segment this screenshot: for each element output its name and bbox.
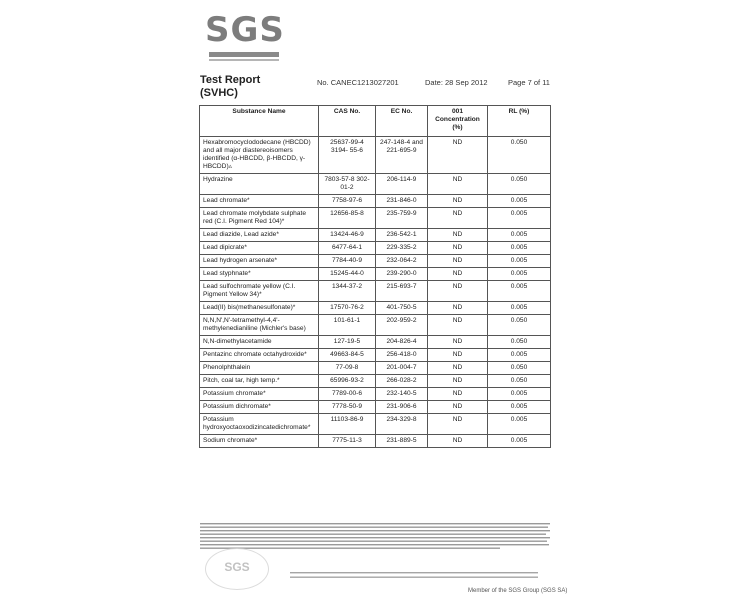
cas-number-cell: 7778-50-9 (319, 401, 376, 414)
concentration-cell: ND (428, 255, 488, 268)
substance-name-cell: Lead dipicrate* (200, 242, 319, 255)
concentration-cell: ND (428, 414, 488, 435)
table-body (200, 137, 551, 448)
cas-number-cell: 12656-85-8 (319, 208, 376, 229)
reporting-limit-cell: 0.005 (488, 242, 551, 255)
reporting-limit-cell: 0.005 (488, 281, 551, 302)
col-header-rl: RL (%) (488, 106, 551, 137)
ec-number-cell: 234-329-8 (376, 414, 428, 435)
table-row (200, 388, 551, 401)
reporting-limit-cell: 0.050 (488, 174, 551, 195)
ec-number-cell: 239-290-0 (376, 268, 428, 281)
table-row (200, 401, 551, 414)
table-row (200, 315, 551, 336)
table-row (200, 195, 551, 208)
concentration-cell: ND (428, 281, 488, 302)
substance-name-cell: Lead chromate* (200, 195, 319, 208)
col-header-cas: CAS No. (319, 106, 376, 137)
reporting-limit-cell: 0.005 (488, 302, 551, 315)
sgs-logo-text: SGS (205, 10, 285, 50)
report-title-line2: (SVHC) (200, 87, 238, 99)
concentration-cell: ND (428, 229, 488, 242)
office-address (290, 571, 540, 587)
cas-number-cell: 7803-57-8 302-01-2 (319, 174, 376, 195)
ec-number-cell: 256-418-0 (376, 349, 428, 362)
substance-name-cell: Lead diazide, Lead azide* (200, 229, 319, 242)
report-title-line1: Test Report (200, 74, 261, 86)
ec-number-cell: 247-148-4 and 221-695-9 (376, 137, 428, 174)
table-row (200, 268, 551, 281)
cas-number-cell: 6477-64-1 (319, 242, 376, 255)
ec-number-cell: 231-846-0 (376, 195, 428, 208)
cas-number-cell: 7789-00-6 (319, 388, 376, 401)
substance-name-cell: Potassium dichromate* (200, 401, 319, 414)
ec-number-cell: 232-140-5 (376, 388, 428, 401)
substance-name-cell: Phenolphthalein (200, 362, 319, 375)
cas-number-cell: 11103-86-9 (319, 414, 376, 435)
cas-number-cell: 101-61-1 (319, 315, 376, 336)
cas-number-cell: 13424-46-9 (319, 229, 376, 242)
address-lines (290, 571, 540, 585)
sgs-logo (205, 12, 283, 62)
ec-number-cell: 204-826-4 (376, 336, 428, 349)
substance-name-cell: Sodium chromate* (200, 435, 319, 448)
reporting-limit-cell: 0.005 (488, 208, 551, 229)
col-header-substance: Substance Name (200, 106, 319, 137)
concentration-cell: ND (428, 195, 488, 208)
ec-number-cell: 266-028-2 (376, 375, 428, 388)
substance-name-cell: Lead chromate molybdate sulphate red (C.I. Pigment Red 104)* (200, 208, 319, 229)
substance-name-cell: Hexabromocyclododecane (HBCDD) and all major diastereoisomers identified (α-HBCDD, β-HBCDD, γ-HBCDD)▵ (200, 137, 319, 174)
report-title (200, 74, 260, 100)
table-row (200, 414, 551, 435)
cas-number-cell: 127-19-5 (319, 336, 376, 349)
concentration-cell: ND (428, 174, 488, 195)
reporting-limit-cell: 0.050 (488, 336, 551, 349)
table-row (200, 242, 551, 255)
svhc-table (199, 105, 551, 448)
reporting-limit-cell: 0.050 (488, 137, 551, 174)
table-row (200, 375, 551, 388)
reporting-limit-cell: 0.005 (488, 388, 551, 401)
concentration-cell: ND (428, 336, 488, 349)
cas-number-cell: 7784-40-9 (319, 255, 376, 268)
table-row (200, 208, 551, 229)
table-row (200, 174, 551, 195)
concentration-cell: ND (428, 401, 488, 414)
reporting-limit-cell: 0.005 (488, 349, 551, 362)
table-row (200, 137, 551, 174)
table-row (200, 255, 551, 268)
ec-number-cell: 215-693-7 (376, 281, 428, 302)
col-header-ec: EC No. (376, 106, 428, 137)
cas-number-cell: 15245-44-0 (319, 268, 376, 281)
cas-number-cell: 25637-99-4 3194- 55-6 (319, 137, 376, 174)
sgs-stamp (205, 548, 269, 590)
page-number: Page 7 of 11 (508, 78, 550, 87)
ec-number-cell: 236-542-1 (376, 229, 428, 242)
table-row (200, 435, 551, 448)
concentration-cell: ND (428, 302, 488, 315)
substance-name-cell: Lead styphnate* (200, 268, 319, 281)
ec-number-cell: 232-064-2 (376, 255, 428, 268)
table-row (200, 281, 551, 302)
concentration-cell: ND (428, 242, 488, 255)
ec-number-cell: 401-750-5 (376, 302, 428, 315)
reporting-limit-cell: 0.005 (488, 195, 551, 208)
reporting-limit-cell: 0.005 (488, 268, 551, 281)
substance-name-cell: N,N,N',N'-tetramethyl-4,4'-methylenedianiline (Michler's base) (200, 315, 319, 336)
concentration-cell: ND (428, 268, 488, 281)
reporting-limit-cell: 0.050 (488, 375, 551, 388)
cas-number-cell: 17570-76-2 (319, 302, 376, 315)
table-row (200, 336, 551, 349)
table-header-row (200, 106, 551, 137)
reporting-limit-cell: 0.005 (488, 229, 551, 242)
ec-number-cell: 202-959-2 (376, 315, 428, 336)
logo-bar-thin (209, 59, 279, 61)
concentration-cell: ND (428, 375, 488, 388)
cas-number-cell: 7758-97-6 (319, 195, 376, 208)
concentration-cell: ND (428, 315, 488, 336)
reporting-limit-cell: 0.050 (488, 315, 551, 336)
cas-number-cell: 65996-93-2 (319, 375, 376, 388)
ec-number-cell: 231-906-6 (376, 401, 428, 414)
substance-name-cell: Potassium chromate* (200, 388, 319, 401)
concentration-cell: ND (428, 349, 488, 362)
table-row (200, 349, 551, 362)
table-row (200, 362, 551, 375)
report-date: Date: 28 Sep 2012 (425, 78, 488, 87)
report-number: No. CANEC1213027201 (317, 78, 399, 87)
reporting-limit-cell: 0.005 (488, 255, 551, 268)
ec-number-cell: 235-759-9 (376, 208, 428, 229)
sgs-group-member-text: Member of the SGS Group (SGS SA) (468, 588, 568, 594)
table-row (200, 229, 551, 242)
concentration-cell: ND (428, 435, 488, 448)
concentration-cell: ND (428, 137, 488, 174)
ec-number-cell: 201-004-7 (376, 362, 428, 375)
col-header-concentration: 001 Concentration (%) (428, 106, 488, 137)
logo-bar (209, 52, 279, 57)
reporting-limit-cell: 0.050 (488, 362, 551, 375)
substance-name-cell: Lead hydrogen arsenate* (200, 255, 319, 268)
substance-name-cell: Potassium hydroxyoctaoxodizincatedichromate* (200, 414, 319, 435)
cas-number-cell: 77-09-8 (319, 362, 376, 375)
ec-number-cell: 229-335-2 (376, 242, 428, 255)
cas-number-cell: 7775-11-3 (319, 435, 376, 448)
concentration-cell: ND (428, 388, 488, 401)
ec-number-cell: 231-889-5 (376, 435, 428, 448)
cas-number-cell: 49663-84-5 (319, 349, 376, 362)
substance-name-cell: Lead sulfochromate yellow (C.I. Pigment Yellow 34)* (200, 281, 319, 302)
stamp-text: SGS (224, 560, 250, 574)
table-row (200, 302, 551, 315)
reporting-limit-cell: 0.005 (488, 435, 551, 448)
concentration-cell: ND (428, 208, 488, 229)
reporting-limit-cell: 0.005 (488, 414, 551, 435)
substance-name-cell: Pentazinc chromate octahydroxide* (200, 349, 319, 362)
substance-name-cell: Lead(II) bis(methanesulfonate)* (200, 302, 319, 315)
cas-number-cell: 1344-37-2 (319, 281, 376, 302)
concentration-cell: ND (428, 362, 488, 375)
reporting-limit-cell: 0.005 (488, 401, 551, 414)
substance-name-cell: N,N-dimethylacetamide (200, 336, 319, 349)
ec-number-cell: 206-114-9 (376, 174, 428, 195)
substance-name-cell: Hydrazine (200, 174, 319, 195)
substance-name-cell: Pitch, coal tar, high temp.* (200, 375, 319, 388)
